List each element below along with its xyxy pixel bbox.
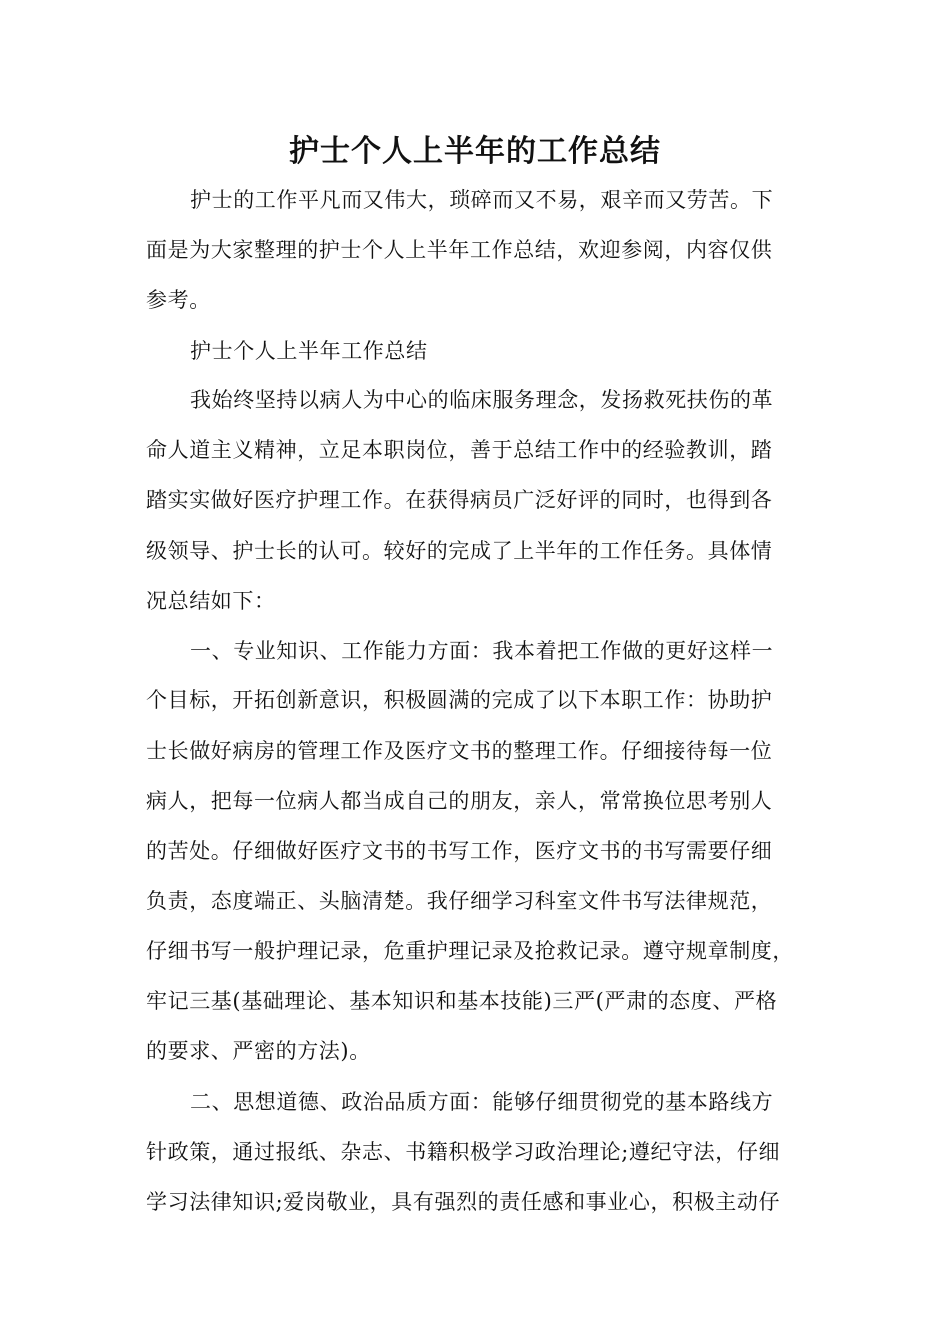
text-line: 二、思想道德、政治品质方面：能够仔细贯彻党的基本路线方 [190, 1090, 774, 1114]
text-line: 级领导、护士长的认可。较好的完成了上半年的工作任务。具体情 [146, 539, 773, 563]
text-line: 病人，把每一位病人都当成自己的朋友，亲人，常常换位思考别人 [146, 789, 773, 813]
text-line: 士长做好病房的管理工作及医疗文书的整理工作。仔细接待每一位 [146, 739, 773, 763]
text-line: 护士的工作平凡而又伟大，琐碎而又不易，艰辛而又劳苦。下 [190, 188, 774, 212]
text-line: 况总结如下： [146, 589, 276, 613]
text-line: 学习法律知识;爱岗敬业，具有强烈的责任感和事业心，积极主动仔 [146, 1190, 781, 1214]
document-title: 护士个人上半年的工作总结 [289, 134, 661, 169]
text-line: 面是为大家整理的护士个人上半年工作总结，欢迎参阅，内容仅供 [146, 238, 773, 262]
text-line: 的苦处。仔细做好医疗文书的书写工作，医疗文书的书写需要仔细 [146, 839, 773, 863]
text-line: 参考。 [146, 288, 211, 312]
subheading: 护士个人上半年工作总结 [190, 339, 428, 363]
text-line: 负责，态度端正、头脑清楚。我仔细学习科室文件书写法律规范， [146, 889, 773, 913]
text-line: 仔细书写一般护理记录，危重护理记录及抢救记录。遵守规章制度， [146, 939, 794, 963]
text-line: 牢记三基(基础理论、基本知识和基本技能)三严(严肃的态度、严格 [146, 989, 778, 1013]
text-line: 个目标，开拓创新意识，积极圆满的完成了以下本职工作：协助护 [146, 688, 773, 712]
text-line: 的要求、严密的方法)。 [146, 1039, 371, 1063]
text-line: 我始终坚持以病人为中心的临床服务理念，发扬救死扶伤的革 [190, 388, 774, 412]
text-line: 踏实实做好医疗护理工作。在获得病员广泛好评的同时，也得到各 [146, 488, 773, 512]
text-line: 针政策，通过报纸、杂志、书籍积极学习政治理论;遵纪守法，仔细 [146, 1140, 781, 1164]
text-line: 命人道主义精神，立足本职岗位，善于总结工作中的经验教训，踏 [146, 438, 773, 462]
text-line: 一、专业知识、工作能力方面：我本着把工作做的更好这样一 [190, 639, 774, 663]
